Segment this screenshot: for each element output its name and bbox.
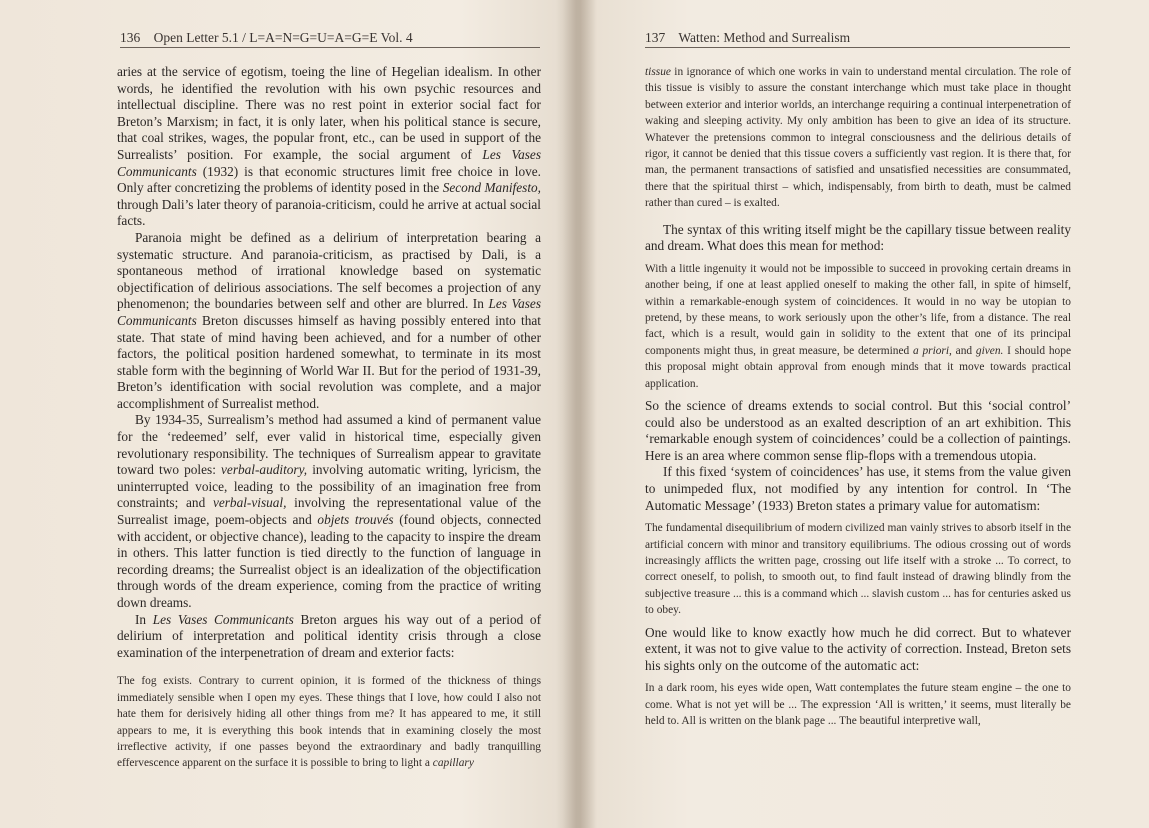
page-header bbox=[120, 30, 540, 46]
paragraph: aries at the service of egotism, toeing the line of Hegelian idealism. In other words, he identified the revolution with his own psychic resources and intellectual discipline. There was no rest point in exterior social fact for Breton’s Marxism; in fact, it is only later, when his political stance is secure, that coal strikes, wages, the popular front, etc., can be used in support of the Surrealists’ position. For example, the social argument of Les Vases Communicants (1932) is that economic structures limit free choice in love. Only after concretizing the problems of identity posed in the Second Manifesto, through Dali’s later theory of paranoia-criticism, could he arrive at actual social facts. bbox=[117, 64, 542, 229]
right-page bbox=[575, 0, 1149, 828]
page-number: 137 bbox=[645, 30, 666, 45]
paragraph: In Les Vases Communicants Breton argues his way out of a period of delirium of interpretation and political identity crisis through a close examination of the interpenetration of dream and exterior facts: bbox=[117, 611, 542, 660]
block-quote: The fundamental disequilibrium of modern civilized man vainly strives to absorb itself in the artificial concern with minor and transitory equilibriums. The odious crossing out of words increasingly afflicts the written page, crossing out life itself with a stroke ... To correct, to correct oneself, to polish, to smooth out, to find fault instead of drawing blindly from the subjective treasure ... this is a command which ... slavish custom ... has for centuries asked us to obey. bbox=[645, 522, 1071, 617]
paragraph: So the science of dreams extends to social control. But this ‘social control’ could also be understood as an exalted description of an art exhibition. This ‘remarkable enough system of coincidences’ could be a collection of paintings. Here is an area where common sense flip-flops with a tremendous utopia. bbox=[645, 398, 1071, 463]
block-quote: tissue in ignorance of which one works in vain to understand mental circulation. The role of this tissue is visibly to assure the constant interchange which must take place in thought between exterior and interior worlds, an interchange requiring a continual interpenetration of waking and sleeping activity. My only ambition has been to give an idea of its structure. Whatever the pretensions common to integral consciousness and the delirious details of rigor, it cannot be denied that this tissue covers a sufficiently vast region. It is there that, for man, the permanent transactions of satisfied and unsatisfied necessities are consummated, there that the spiritual thirst – which, indispensably, from birth to death, must be calmed rather than cured – is exalted. bbox=[645, 66, 1071, 210]
paragraph: Paranoia might be defined as a delirium of interpretation bearing a systematic structure. And paranoia-criticism, as practised by Dali, is a spontaneous method of irrational knowledge based on systematic objectification of delirious associations. The self becomes a projection of any phenomenon; the boundaries between self and other are blurred. In Les Vases Communicants Breton discusses himself as having possibly entered into that state. That state of mind having been achieved, and for a number of other factors, the political position hardened somewhat, to terminate in its most stable form with the beginning of World War II. But for the period of 1931-39, Breton’s identification with social revolution was complete, and a major accomplishment of Surrealist method. bbox=[117, 229, 541, 411]
page-body bbox=[645, 64, 1071, 730]
page-header bbox=[645, 30, 1065, 46]
page-number: 136 bbox=[120, 30, 141, 45]
paragraph: The syntax of this writing itself might be the capillary tissue between reality and dream. What does this mean for method: bbox=[645, 221, 1071, 254]
page-body bbox=[117, 64, 541, 772]
block-quote: In a dark room, his eyes wide open, Watt contemplates the future steam engine – the one to come. What is not yet will be ... The expression ‘All is written,’ it seems, must literally be held to. All is written on the blank page ... The beautiful interpretive wall, bbox=[645, 682, 1071, 728]
paragraph: If this fixed ‘system of coincidences’ has use, it stems from the value given to unimpeded flux, not modified by any intention for control. In ‘The Automatic Message’ (1933) Breton states a primary value for automatism: bbox=[645, 464, 1071, 513]
header-rule bbox=[120, 47, 540, 48]
block-quote: With a little ingenuity it would not be impossible to succeed in provoking certain dreams in another being, if one at least applied oneself to making the other fall, in spite of himself, within a remarkable-enough system of coincidences. It would in no way be utopian to pretend, by these means, to work seriously upon the other’s life, from a distance. The real fact, which is a result, would gain in solidity to the extent that one of its principal components might thus, in great measure, be determined a priori, and given. I should hope this proposal might obtain approval from enough minds that it move towards practical application. bbox=[645, 262, 1071, 390]
running-title: Watten: Method and Surrealism bbox=[678, 30, 851, 45]
header-rule bbox=[645, 47, 1070, 48]
paragraph: One would like to know exactly how much he did correct. But to whatever extent, it was not to give value to the activity of correction. Instead, Breton sets his sights only on the outcome of the automatic act: bbox=[645, 624, 1071, 673]
running-title: Open Letter 5.1 / L=A=N=G=U=A=G=E Vol. 4 bbox=[153, 30, 413, 45]
block-quote: The fog exists. Contrary to current opinion, it is formed of the thickness of things immediately sensible when I open my eyes. These things that I love, how could I also not hate them for derisively hiding all other things from me? It has appeared to me, it still appears to me, it is everything this book intends that in examining closely the most irreflective activity, if one passes beyond the extraordinary and badly tranquilling effervescence apparent on the surface it is possible to bring to light a capillary bbox=[117, 675, 541, 770]
paragraph: By 1934-35, Surrealism’s method had assumed a kind of permanent value for the ‘redeemed’ self, ever valid in historical time, especially given revolutionary responsibility. The techniques of Surrealism appear to gravitate toward two poles: verbal-auditory, involving automatic writing, lyricism, the uninterrupted voice, leading to the possibility of an imagination free from constraints; and verbal-visual, involving the representational value of the Surrealist image, poem-objects and objets trouvés (found objects, connected with accident, or objective chance), leading to the capacity to inspire the dream in others. This latter function is tied directly to the function of language in recording dreams; the Surrealist object is an idealization of the objectification through words of the dream experience, coming from the practice of writing down dreams. bbox=[117, 412, 542, 610]
